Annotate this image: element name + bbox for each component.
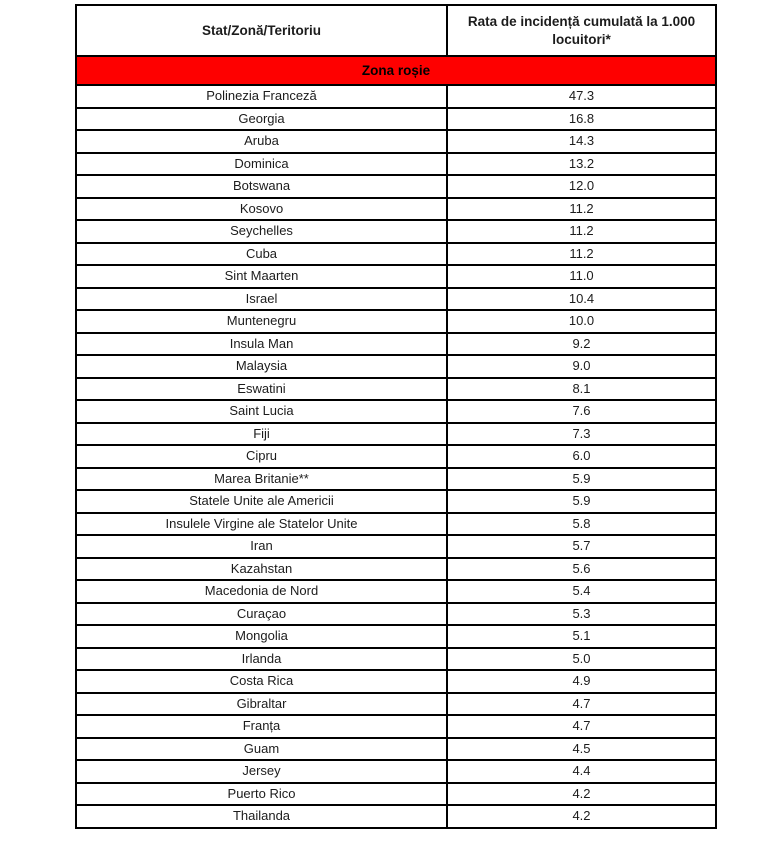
table-row: [76, 535, 716, 558]
rate-cell: 5.7: [447, 535, 716, 558]
table-row: [76, 378, 716, 401]
state-cell: Aruba: [76, 130, 447, 153]
rate-cell: 4.2: [447, 805, 716, 828]
state-cell: Gibraltar: [76, 693, 447, 716]
table-row: [76, 423, 716, 446]
table-row: [76, 558, 716, 581]
table-row: [76, 175, 716, 198]
rate-cell: 5.6: [447, 558, 716, 581]
state-cell: Puerto Rico: [76, 783, 447, 806]
state-cell: Macedonia de Nord: [76, 580, 447, 603]
table-row: [76, 490, 716, 513]
rate-cell: 14.3: [447, 130, 716, 153]
rate-cell: 47.3: [447, 85, 716, 108]
rate-cell: 11.2: [447, 198, 716, 221]
table-row: [76, 693, 716, 716]
state-cell: Thailanda: [76, 805, 447, 828]
rate-cell: 5.0: [447, 648, 716, 671]
state-cell: Fiji: [76, 423, 447, 446]
table-row: [76, 198, 716, 221]
rate-cell: 5.9: [447, 490, 716, 513]
state-cell: Guam: [76, 738, 447, 761]
table-row: [76, 333, 716, 356]
state-cell: Kosovo: [76, 198, 447, 221]
rate-cell: 11.2: [447, 243, 716, 266]
state-cell: Botswana: [76, 175, 447, 198]
rate-cell: 4.4: [447, 760, 716, 783]
rate-cell: 13.2: [447, 153, 716, 176]
table-row: [76, 715, 716, 738]
table-row: [76, 805, 716, 828]
state-cell: Costa Rica: [76, 670, 447, 693]
header-row: [76, 5, 716, 56]
rate-cell: 6.0: [447, 445, 716, 468]
state-cell: Iran: [76, 535, 447, 558]
rate-cell: 5.3: [447, 603, 716, 626]
state-cell: Muntenegru: [76, 310, 447, 333]
table-row: [76, 153, 716, 176]
state-cell: Franța: [76, 715, 447, 738]
table-row: [76, 760, 716, 783]
state-cell: Eswatini: [76, 378, 447, 401]
state-cell: Israel: [76, 288, 447, 311]
table-row: [76, 265, 716, 288]
table-row: [76, 445, 716, 468]
table-row: [76, 355, 716, 378]
table-row: [76, 310, 716, 333]
table-row: [76, 648, 716, 671]
rate-cell: 12.0: [447, 175, 716, 198]
state-cell: Saint Lucia: [76, 400, 447, 423]
state-cell: Seychelles: [76, 220, 447, 243]
state-cell: Cipru: [76, 445, 447, 468]
state-cell: Statele Unite ale Americii: [76, 490, 447, 513]
rate-cell: 4.2: [447, 783, 716, 806]
table-row: [76, 85, 716, 108]
table-row: [76, 580, 716, 603]
rate-cell: 10.0: [447, 310, 716, 333]
table-row: [76, 783, 716, 806]
rate-cell: 9.0: [447, 355, 716, 378]
state-cell: Cuba: [76, 243, 447, 266]
table-row: [76, 603, 716, 626]
rate-cell: 4.9: [447, 670, 716, 693]
rate-cell: 4.7: [447, 693, 716, 716]
rate-cell: 7.3: [447, 423, 716, 446]
rate-cell: 16.8: [447, 108, 716, 131]
rate-cell: 7.6: [447, 400, 716, 423]
state-cell: Mongolia: [76, 625, 447, 648]
table-body: [76, 85, 716, 828]
state-cell: Insula Man: [76, 333, 447, 356]
table-row: [76, 108, 716, 131]
column-header-rate: Rata de incidență cumulată la 1.000 locuitori*: [447, 5, 716, 56]
rate-cell: 5.8: [447, 513, 716, 536]
table-row: [76, 625, 716, 648]
state-cell: Curaçao: [76, 603, 447, 626]
rate-cell: 4.5: [447, 738, 716, 761]
incidence-table: [75, 4, 717, 829]
zone-band-red: Zona roșie: [76, 56, 716, 85]
table-row: [76, 468, 716, 491]
rate-cell: 5.1: [447, 625, 716, 648]
state-cell: Marea Britanie**: [76, 468, 447, 491]
table-row: [76, 738, 716, 761]
column-header-state: Stat/Zonă/Teritoriu: [76, 5, 447, 56]
rate-cell: 8.1: [447, 378, 716, 401]
table-row: [76, 670, 716, 693]
rate-cell: 10.4: [447, 288, 716, 311]
state-cell: Irlanda: [76, 648, 447, 671]
rate-cell: 5.9: [447, 468, 716, 491]
table-row: [76, 243, 716, 266]
rate-cell: 11.0: [447, 265, 716, 288]
zone-band-row: [76, 56, 716, 85]
state-cell: Sint Maarten: [76, 265, 447, 288]
rate-cell: 5.4: [447, 580, 716, 603]
rate-cell: 4.7: [447, 715, 716, 738]
state-cell: Georgia: [76, 108, 447, 131]
rate-cell: 9.2: [447, 333, 716, 356]
state-cell: Malaysia: [76, 355, 447, 378]
table-row: [76, 220, 716, 243]
rate-cell: 11.2: [447, 220, 716, 243]
table-row: [76, 288, 716, 311]
table-row: [76, 130, 716, 153]
state-cell: Kazahstan: [76, 558, 447, 581]
state-cell: Polinezia Franceză: [76, 85, 447, 108]
state-cell: Dominica: [76, 153, 447, 176]
state-cell: Insulele Virgine ale Statelor Unite: [76, 513, 447, 536]
table-row: [76, 400, 716, 423]
state-cell: Jersey: [76, 760, 447, 783]
table-row: [76, 513, 716, 536]
